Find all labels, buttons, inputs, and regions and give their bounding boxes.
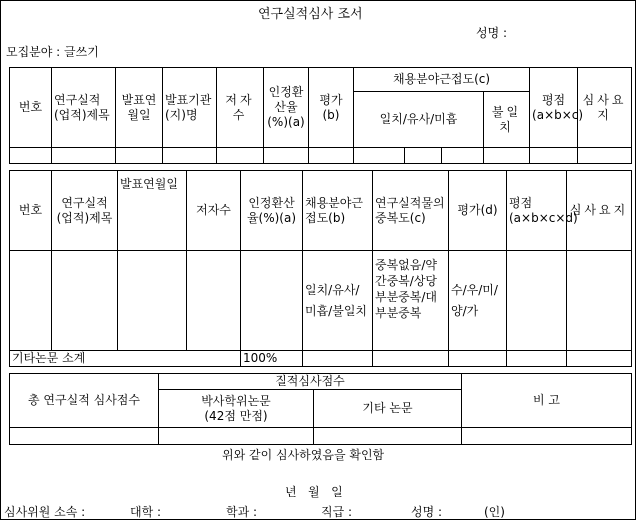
t2-header-summary: 심사요지 [567, 171, 632, 251]
t2-header-title: 연구실적(업적)제목 [52, 171, 118, 251]
t2-relevance-value: 일치/유사/미흡/불일치 [303, 251, 373, 351]
t2-header-author: 저자수 [187, 171, 241, 251]
t1-header-mismatch: 불일치 [484, 92, 530, 148]
confirm-text: 위와 같이 심사하였음을 확인함 [222, 448, 385, 462]
t1-header-score: 평점(a×b×c) [530, 68, 578, 148]
t1-header-no: 번호 [10, 68, 52, 148]
date-line: 년 월 일 [285, 485, 343, 499]
t1-header-author: 저자수 [217, 68, 264, 148]
t2-other-label: 기타논문 소계 [10, 351, 241, 367]
reviewer-label: 심사위원 소속 : [4, 505, 86, 519]
name-field-label: 성명 : [411, 505, 443, 519]
seal-label: (인) [484, 505, 505, 519]
t2-data-row [10, 251, 632, 351]
t2-eval-value: 수/우/미/양/가 [449, 251, 507, 351]
field-label: 모집분야 : 글쓰기 [6, 45, 99, 59]
t2-header-relevance: 채용분야근접도(b) [303, 171, 373, 251]
review-table-1 [9, 67, 632, 164]
t3-data-row [10, 428, 632, 445]
t2-other-row [10, 351, 632, 367]
t3-remark-label: 비 고 [462, 374, 632, 428]
t3-total-label: 총 연구실적 심사점수 [10, 374, 159, 428]
t2-overlap-value: 중복없음/약간중복/상당부분중복/대부분중복 [373, 251, 449, 351]
t1-header-title: 연구실적(업적)제목 [52, 68, 116, 148]
review-table-2 [9, 170, 632, 367]
t1-header-eval: 평가(b) [309, 68, 354, 148]
t1-header-relevance-sub: 일치/유사/미흡 [354, 92, 484, 148]
t1-data-row [10, 148, 632, 164]
t2-other-percent: 100% [241, 351, 303, 367]
t1-header-relevance: 채용분야근접도(c) [354, 68, 530, 92]
dept-label: 학과 : [226, 505, 258, 519]
t2-header-pubdate: 발표연월일 [118, 171, 187, 251]
t3-quality-label: 질적심사점수 [159, 374, 462, 390]
t2-header-score: 평점(a×b×c×d) [507, 171, 567, 251]
t3-phd-label: 박사학위논문 [201, 393, 271, 408]
univ-label: 대학 : [130, 505, 162, 519]
t2-header-no: 번호 [10, 171, 52, 251]
t1-header-pubdate: 발표연월일 [116, 68, 163, 148]
t3-phd-sub: (42점 만점) [204, 408, 268, 423]
t1-header-summary: 심사요지 [578, 68, 632, 148]
score-summary-table [9, 373, 632, 445]
t2-header-ratio: 인정환산율(%)(a) [241, 171, 303, 251]
t3-other-label: 기타 논문 [314, 390, 462, 428]
t1-header-journal: 발표기관(지)명 [163, 68, 217, 148]
rank-label: 직급 : [321, 505, 353, 519]
t2-header-eval: 평가(d) [449, 171, 507, 251]
form-title: 연구실적심사 조서 [258, 7, 363, 22]
name-label: 성명 : [476, 26, 508, 40]
t2-header-overlap: 연구실적물의 중복도(c) [373, 171, 449, 251]
t1-header-ratio: 인정환산율(%)(a) [264, 68, 309, 148]
t3-phd-cell [159, 390, 314, 428]
